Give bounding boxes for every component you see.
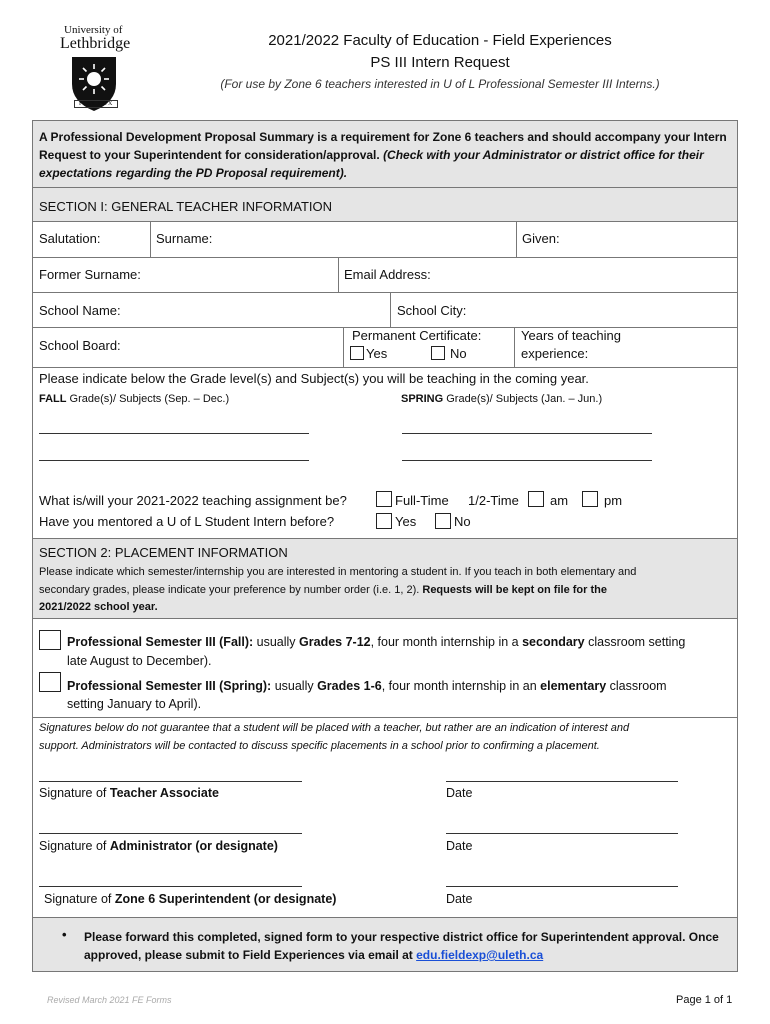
half-time-label: 1/2-Time	[468, 493, 519, 508]
former-surname-label: Former Surname:	[39, 267, 141, 282]
sig-prefix-1: Signature of	[39, 786, 110, 800]
university-logo	[50, 24, 140, 114]
super-date-label: Date	[446, 892, 473, 906]
mentored-no-label: No	[454, 514, 471, 529]
salutation-label: Salutation:	[39, 231, 101, 246]
field-experiences-email-link[interactable]: edu.fieldexp@uleth.ca	[416, 948, 544, 962]
years-teaching-label-2: experience:	[521, 346, 589, 361]
submission-text-2	[84, 948, 543, 962]
spring-t3: classroom	[606, 679, 667, 693]
perm-cert-yes-label: Yes	[366, 346, 388, 361]
teacher-date-line[interactable]	[446, 781, 678, 782]
fall-t1: usually	[253, 635, 300, 649]
spring-rest: Grade(s)/ Subjects (Jan. – Jun.)	[443, 393, 603, 405]
page-number: Page 1 of 1	[676, 994, 733, 1006]
years-teaching-label: Years of teaching	[521, 328, 621, 343]
admin-signature-line[interactable]	[39, 833, 302, 834]
page-subtitle: PS III Intern Request	[370, 54, 510, 71]
sig-prefix-2: Signature of	[39, 839, 110, 853]
teacher-signature-line[interactable]	[39, 781, 302, 782]
spring-t1: usually	[271, 679, 318, 693]
logo-motto-banner: FIAT LUX	[74, 100, 118, 108]
section1-heading: SECTION I: GENERAL TEACHER INFORMATION	[39, 199, 333, 214]
given-label: Given:	[522, 231, 560, 246]
logo-university-of: University of	[64, 24, 123, 36]
super-signature-label	[44, 892, 336, 906]
submission-bullet: •	[62, 927, 67, 942]
section2-instructions-3: 2021/2022 school year.	[39, 601, 158, 613]
section2-instructions-2	[39, 584, 607, 596]
spring-subjects-line-1[interactable]	[402, 433, 652, 434]
fall-option-title: Professional Semester III (Fall):	[67, 635, 254, 649]
sig-super: Zone 6 Superintendent (or designate)	[114, 892, 337, 906]
fall-subjects-line-2[interactable]	[39, 460, 309, 461]
perm-cert-no-label: No	[450, 346, 467, 361]
ps3-spring-checkbox[interactable]	[39, 672, 61, 692]
admin-signature-label	[39, 839, 278, 853]
signature-disclaimer-1: Signatures below do not guarantee that a student will be placed with a teacher, but rather are an indication of interest and	[39, 722, 630, 734]
sig-teacher: Teacher Associate	[109, 786, 219, 800]
fall-type: secondary	[522, 635, 585, 649]
fall-bold: FALL	[39, 393, 67, 405]
school-name-label: School Name:	[39, 303, 121, 318]
spring-t2: , four month internship in an	[381, 679, 541, 693]
intro-italic: (Check with your Administrator or district office for their expectations regarding the PD Proposal requirement).	[39, 148, 704, 180]
spring-subjects-label	[401, 393, 602, 405]
submission-text-2a: approved, please submit to Field Experiences via email at	[84, 948, 417, 962]
page-title: 2021/2022 Faculty of Education - Field Experiences	[268, 32, 612, 49]
school-city-label: School City:	[397, 303, 467, 318]
page-note: (For use by Zone 6 teachers interested in U of L Professional Semester III Interns.)	[220, 77, 660, 91]
instr-2a: secondary grades, please indicate your preference by number order (i.e. 1, 2).	[39, 584, 423, 596]
ps3-fall-option	[67, 635, 685, 649]
section2-heading: SECTION 2: PLACEMENT INFORMATION	[39, 545, 288, 560]
intro-text	[39, 128, 729, 182]
spring-type: elementary	[540, 679, 607, 693]
mentored-yes-label: Yes	[395, 514, 417, 529]
sig-admin: Administrator (or designate)	[109, 839, 278, 853]
admin-date-label: Date	[446, 839, 473, 853]
pm-label: pm	[604, 493, 623, 508]
full-time-label: Full-Time	[395, 493, 449, 508]
section2-instructions-1: Please indicate which semester/internship you are interested in mentoring a student in. If you teach in both elementary and	[39, 566, 637, 578]
spring-subjects-line-2[interactable]	[402, 460, 652, 461]
fall-subjects-label	[39, 393, 229, 405]
perm-cert-yes-checkbox[interactable]	[350, 346, 364, 360]
ps3-fall-checkbox[interactable]	[39, 630, 61, 650]
spring-grades: Grades 1-6	[317, 679, 382, 693]
ps3-spring-option-line2: setting January to April).	[67, 697, 202, 711]
fall-t3: classroom setting	[584, 635, 686, 649]
school-board-label: School Board:	[39, 338, 121, 353]
half-time-am-checkbox[interactable]	[528, 491, 544, 507]
intro-bold: A Professional Development Proposal Summary is a requirement for Zone 6 teachers and should accompany your Intern Request to your Superintendent for consideration/approval.	[39, 130, 727, 162]
submission-note-box	[33, 918, 737, 971]
teacher-signature-label	[39, 786, 219, 800]
grade-prompt: Please indicate below the Grade level(s) and Subject(s) you will be teaching in the coming year.	[39, 371, 589, 386]
mentored-yes-checkbox[interactable]	[376, 513, 392, 529]
mentored-question: Have you mentored a U of L Student Intern before?	[39, 514, 335, 529]
signature-disclaimer-2: support. Administrators will be contacted to discuss specific placements in a school prior to confirming a placement.	[39, 740, 600, 752]
instr-2b: Requests will be kept on file for the	[422, 584, 607, 596]
fall-subjects-line-1[interactable]	[39, 433, 309, 434]
teacher-date-label: Date	[446, 786, 473, 800]
super-date-line[interactable]	[446, 886, 678, 887]
sig-prefix-3: Signature of	[44, 892, 115, 906]
half-time-pm-checkbox[interactable]	[582, 491, 598, 507]
email-label: Email Address:	[344, 267, 431, 282]
fall-t2: , four month internship in a	[370, 635, 523, 649]
fall-rest: Grade(s)/ Subjects (Sep. – Dec.)	[66, 393, 230, 405]
fall-grades: Grades 7-12	[299, 635, 371, 649]
spring-option-title: Professional Semester III (Spring):	[67, 679, 272, 693]
ps3-spring-option	[67, 679, 667, 693]
am-label: am	[550, 493, 569, 508]
submission-text-1: Please forward this completed, signed form to your respective district office for Superintendent approval. Once	[84, 930, 719, 944]
assignment-question: What is/will your 2021-2022 teaching assignment be?	[39, 493, 347, 508]
revised-note: Revised March 2021 FE Forms	[47, 995, 172, 1005]
perm-cert-no-checkbox[interactable]	[431, 346, 445, 360]
logo-name: Lethbridge	[60, 35, 131, 52]
full-time-checkbox[interactable]	[376, 491, 392, 507]
super-signature-line[interactable]	[39, 886, 302, 887]
perm-cert-label: Permanent Certificate:	[352, 328, 482, 343]
spring-bold: SPRING	[401, 393, 444, 405]
admin-date-line[interactable]	[446, 833, 678, 834]
ps3-fall-option-line2: late August to December).	[67, 654, 212, 668]
surname-label: Surname:	[156, 231, 213, 246]
mentored-no-checkbox[interactable]	[435, 513, 451, 529]
